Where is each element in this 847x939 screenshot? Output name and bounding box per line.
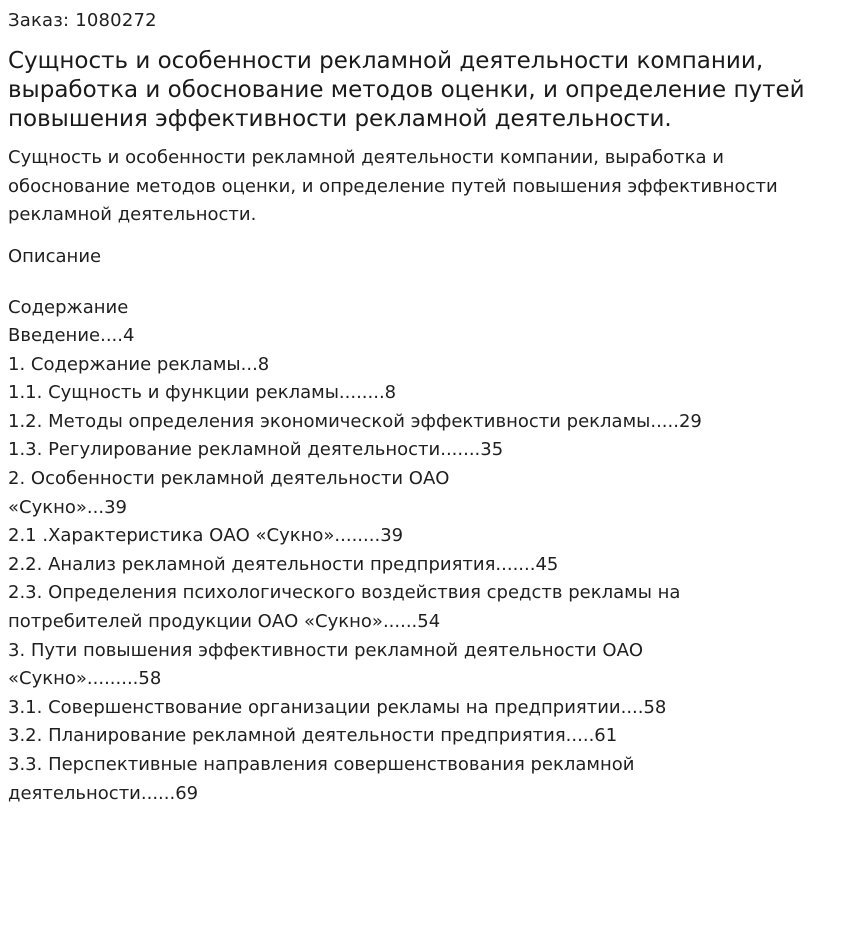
toc-item: 1.3. Регулирование рекламной деятельности.......35	[8, 439, 504, 461]
toc-item: 2.3. Определения психологического воздействия средств рекламы на потребителей продукции ОАО «Сукно»......54	[8, 582, 681, 633]
toc-item: 1. Содержание рекламы...8	[8, 353, 270, 375]
toc-item: 2.2. Анализ рекламной деятельности предприятия.......45	[8, 553, 559, 575]
toc-item: 3. Пути повышения эффективности рекламной деятельности ОАО «Сукно».........58	[8, 639, 644, 690]
toc-item: Введение....4	[8, 325, 135, 347]
page-title: Сущность и особенности рекламной деятельности компании, выработка и обоснование методов оценки, и определение путей повышения эффективности рекламной деятельности.	[8, 48, 805, 132]
toc-heading: Содержание	[8, 296, 129, 318]
toc-item: 3.1. Совершенствование организации рекламы на предприятии....58	[8, 696, 667, 718]
toc-item: 1.2. Методы определения экономической эффективности рекламы.....29	[8, 410, 702, 432]
toc-item: «Сукно»...39	[8, 496, 127, 518]
toc-item: 3.3. Перспективные направления совершенствования рекламной деятельности......69	[8, 754, 635, 804]
toc-item: 2.1 .Характеристика ОАО «Сукно»........39	[8, 525, 404, 547]
summary-text: Сущность и особенности рекламной деятельности компании, выработка и обоснование методов оценки, и определение путей повышения эффективности рекламной деятельности.	[8, 147, 778, 225]
toc-item: 3.2. Планирование рекламной деятельности предприятия.....61	[8, 725, 618, 747]
table-of-contents	[8, 294, 839, 809]
toc-item: 2. Особенности рекламной деятельности ОАО	[8, 468, 450, 490]
toc-item: 1.1. Сущность и функции рекламы........8	[8, 382, 397, 404]
order-number: Заказ: 1080272	[8, 10, 157, 31]
description-heading: Описание	[8, 245, 102, 267]
